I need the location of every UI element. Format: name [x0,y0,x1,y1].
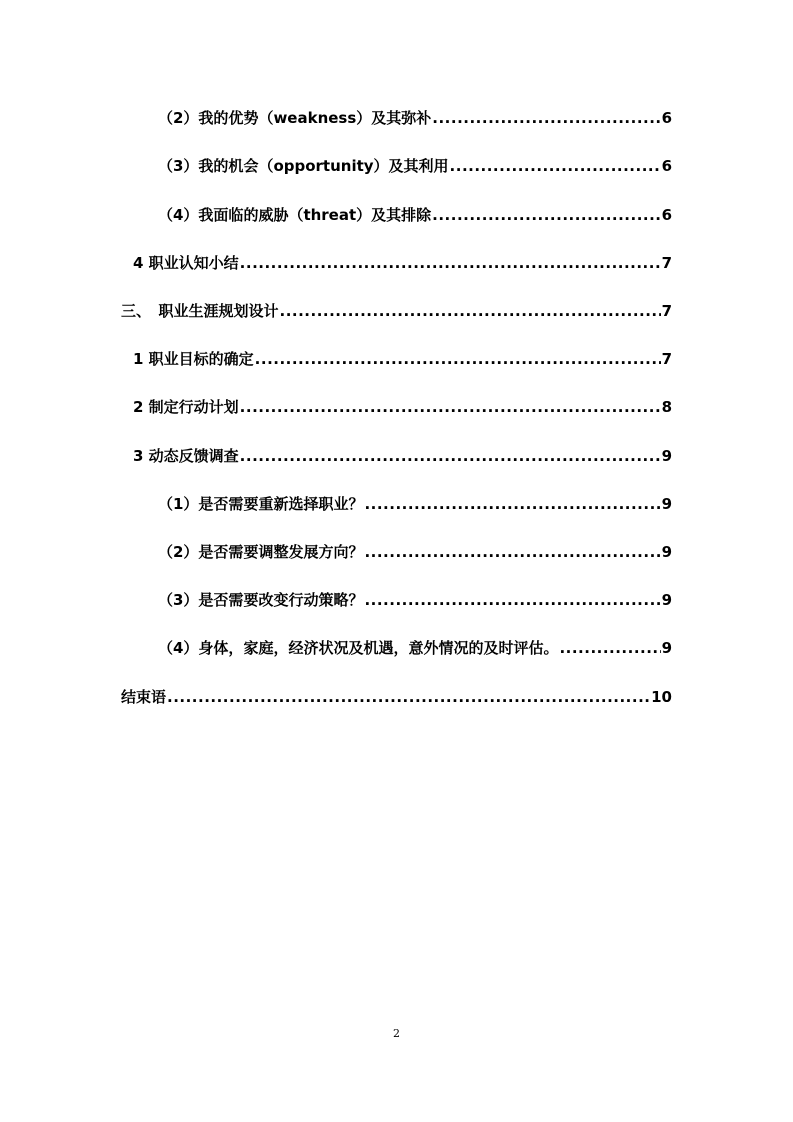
toc-entry-page: 6 [661,109,672,127]
toc-leader-dots [364,590,660,610]
toc-leader-dots [240,253,661,273]
toc-entry-page: 9 [661,447,672,465]
toc-entry-page: 9 [661,495,672,513]
toc-entry-page: 9 [661,639,672,657]
toc-leader-dots [255,349,661,369]
toc-entry[interactable] [121,687,672,707]
toc-entry-title: 1 职业目标的确定 [133,350,254,368]
toc-entry-page: 9 [661,591,672,609]
toc-entry-title: 2 制定行动计划 [133,398,239,416]
toc-leader-dots [240,446,661,466]
toc-leader-dots [559,638,660,658]
toc-leader-dots [240,397,661,417]
toc-entry[interactable] [158,542,672,562]
toc-entry-title: （4）我面临的威胁（threat）及其排除 [158,206,432,224]
toc-entry[interactable] [158,638,672,658]
toc-entry[interactable] [158,108,672,128]
toc-entry-page: 7 [661,254,672,272]
toc-entry[interactable] [133,446,672,466]
toc-leader-dots [432,108,660,128]
toc-entry[interactable] [158,494,672,514]
toc-entry[interactable] [133,253,672,273]
toc-leader-dots [364,494,660,514]
toc-leader-dots [280,301,661,321]
toc-entry[interactable] [158,205,672,225]
toc-entry[interactable] [158,590,672,610]
toc-entry[interactable] [121,301,672,321]
toc-entry-page: 6 [661,206,672,224]
toc-entry-title: 4 职业认知小结 [133,254,239,272]
toc-leader-dots [432,205,660,225]
toc-entry-title: （1）是否需要重新选择职业？ [158,495,364,513]
toc-entry[interactable] [158,156,672,176]
toc-entry-page: 6 [661,157,672,175]
toc-entry-title: （4）身体，家庭，经济状况及机遇，意外情况的及时评估。 [158,639,559,657]
toc-entry[interactable] [133,397,672,417]
toc-leader-dots [450,156,661,176]
toc-leader-dots [364,542,660,562]
toc-entry-title: 结束语 [121,688,167,706]
toc-entry-title: 三、 职业生涯规划设计 [121,302,279,320]
toc-entry-title: （3）我的机会（opportunity）及其利用 [158,157,449,175]
toc-entry-page: 7 [661,350,672,368]
toc-entry[interactable] [133,349,672,369]
toc-entry-page: 9 [661,543,672,561]
toc-entry-page: 10 [651,688,672,706]
toc-entry-title: （2）我的优势（weakness）及其弥补 [158,109,432,127]
toc-entry-title: 3 动态反馈调查 [133,447,239,465]
toc-entry-page: 7 [661,302,672,320]
toc-leader-dots [167,687,650,707]
toc-entry-page: 8 [661,398,672,416]
toc-entry-title: （2）是否需要调整发展方向？ [158,543,364,561]
page-number: 2 [393,1027,400,1040]
toc-entry-title: （3）是否需要改变行动策略？ [158,591,364,609]
